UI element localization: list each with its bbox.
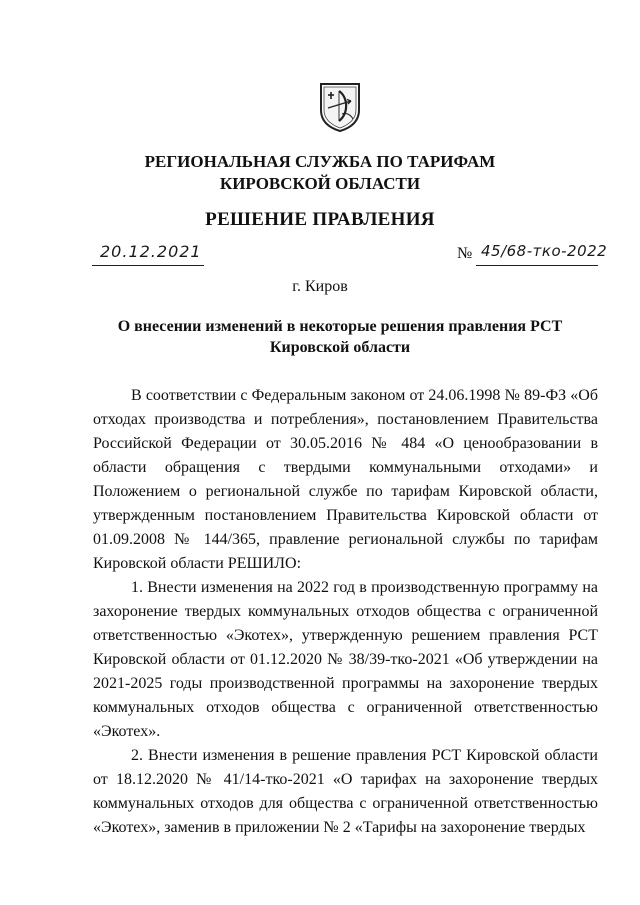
document-number: 45/68-тко-2022 — [481, 242, 608, 260]
document-date: 20.12.2021 — [100, 242, 202, 261]
coat-of-arms-emblem — [318, 82, 362, 132]
item-2-paragraph: 2. Внести изменения в решение правления РСТ Кировской области от 18.12.2020 № 41/14-тко-2021 «О тарифах на захоронение твердых коммунальных отходов для общества с ограниченной ответственностью «Экотех», заменив в приложении № 2 «Тарифы на захоронение твердых — [93, 747, 598, 836]
number-sign: № — [457, 245, 473, 262]
item-1-paragraph: 1. Внести изменения на 2022 год в производственную программу на захоронение твердых коммунальных отходов общества с ограниченной ответственностью «Экотех», утвержденную решением правления РСТ Кировской области от 01.12.2020 № 38/39-тко-2021 «Об утверждении на 2021-2025 годы производственной программы на захоронение твердых коммунальных отходов общества с ограниченной ответственностью «Экотех». — [93, 579, 598, 740]
organization-name-line1: РЕГИОНАЛЬНАЯ СЛУЖБА ПО ТАРИФАМ — [144, 152, 496, 171]
decision-subject: О внесении изменений в некоторые решения правления РСТ Кировской области — [117, 318, 563, 356]
organization-name-line2: КИРОВСКОЙ ОБЛАСТИ — [219, 174, 421, 193]
intro-paragraph: В соответствии с Федеральным законом от 24.06.1998 № 89-ФЗ «Об отходах производства и потребления», постановлением Правительства Российской Федерации от 30.05.2016 № 484 «О ценообразовании в области обращения с твердыми коммунальными отходами» и Положением о региональной службе по тарифам Кировской области, утвержденным постановлением Правительства Кировской области от 01.09.2008 № 144/365, правление региональной службы по тарифам Кировской области РЕШИЛО: — [93, 387, 598, 572]
document-body — [93, 384, 598, 840]
document-title: РЕШЕНИЕ ПРАВЛЕНИЯ — [205, 209, 435, 230]
city-label: г. Киров — [292, 278, 348, 295]
